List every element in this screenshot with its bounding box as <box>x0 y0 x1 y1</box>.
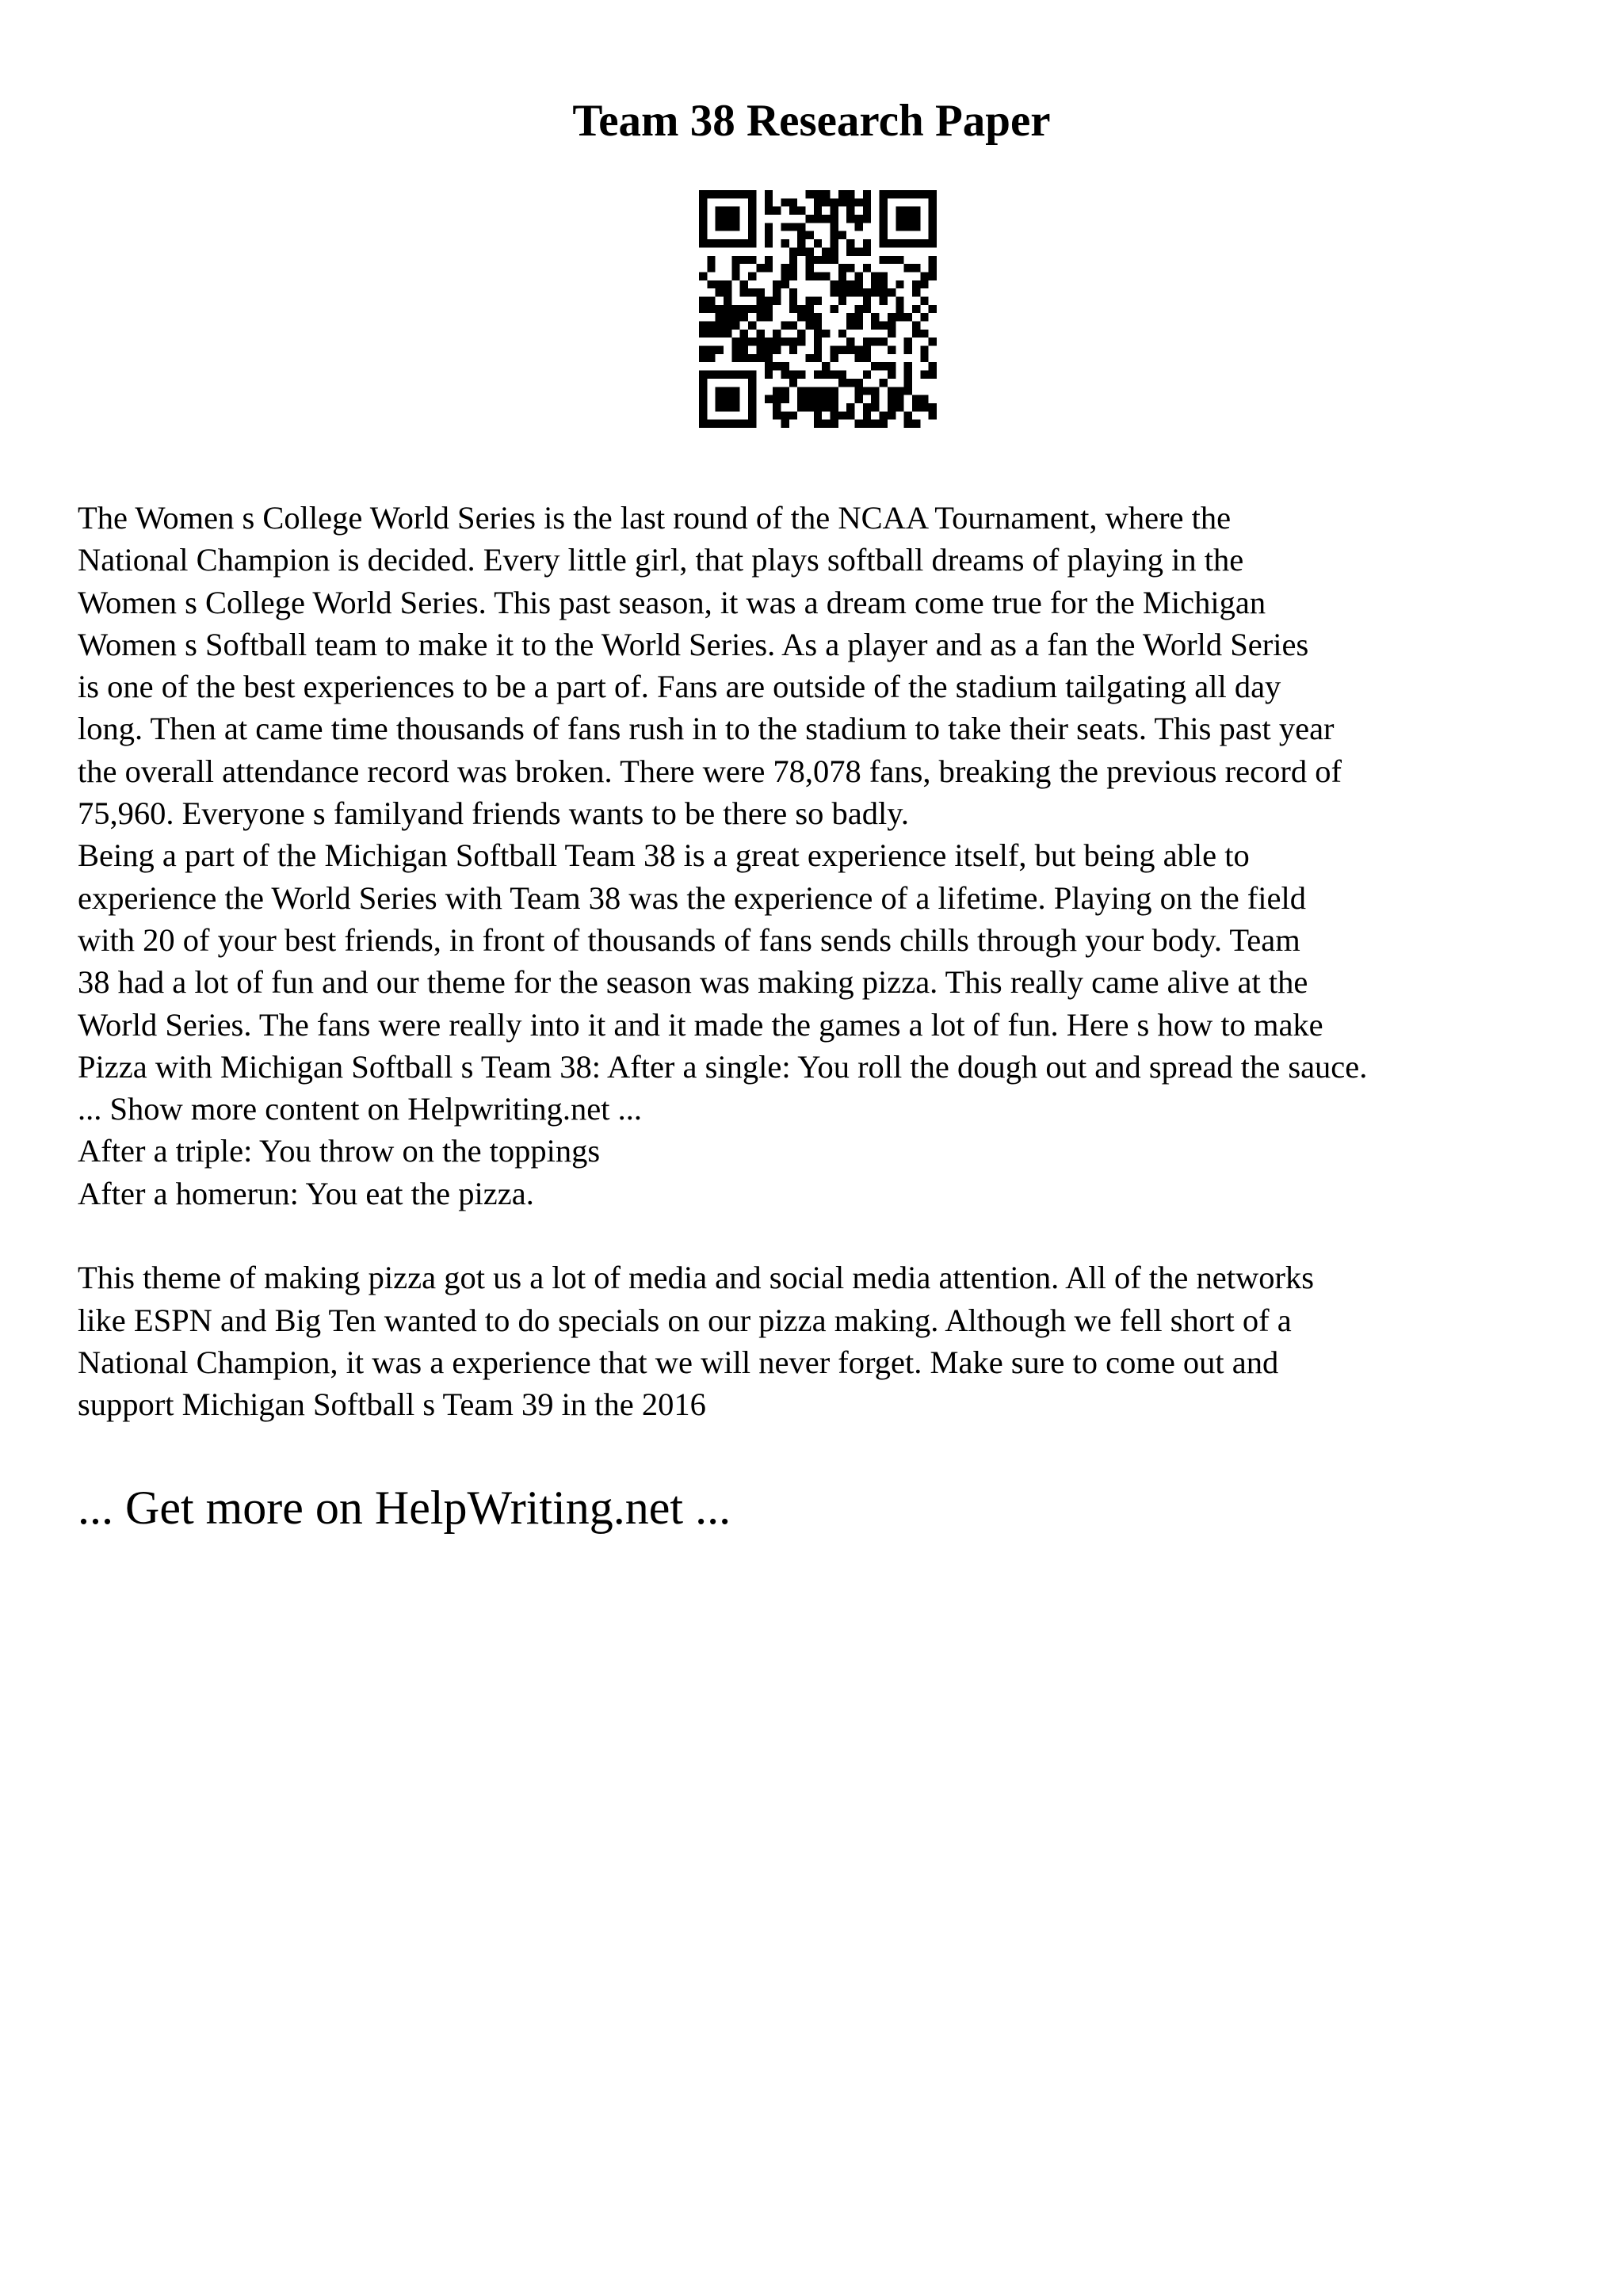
get-more-link[interactable]: ... Get more on HelpWriting.net ... <box>78 1482 731 1534</box>
list-item: After a triple: You throw on the toppings <box>78 1133 601 1169</box>
text-line: Pizza with Michigan Softball s Team 38: After a single: You roll the dough out and spread the sauce. <box>78 1048 1368 1085</box>
show-more-link[interactable]: ... Show more content on Helpwriting.net ... <box>78 1091 643 1127</box>
paragraph-2 <box>78 834 1568 1088</box>
text-line: National Champion is decided. Every little girl, that plays softball dreams of playing in the <box>78 542 1244 578</box>
text-line: The Women s College World Series is the last round of the NCAA Tournament, where the <box>78 500 1232 536</box>
text-line: Being a part of the Michigan Softball Team 38 is a great experience itself, but being able to <box>78 837 1250 874</box>
paragraph-spacer <box>78 1215 1568 1257</box>
text-line: support Michigan Softball s Team 39 in the 2016 <box>78 1386 706 1423</box>
text-line: 75,960. Everyone s familyand friends wants to be there so badly. <box>78 795 909 832</box>
text-line: Women s Softball team to make it to the World Series. As a player and as a fan the World Series <box>78 626 1309 662</box>
text-line: Women s College World Series. This past season, it was a dream come true for the Michigan <box>78 584 1266 620</box>
text-line: long. Then at came time thousands of fans rush in to the stadium to take their seats. This past year <box>78 711 1335 747</box>
qr-code-icon[interactable] <box>699 190 937 428</box>
pizza-steps-list <box>78 1130 1568 1215</box>
text-line: 38 had a lot of fun and our theme for the season was making pizza. This really came alive at the <box>78 964 1308 1001</box>
document-body <box>78 497 1568 1426</box>
text-line: This theme of making pizza got us a lot of media and social media attention. All of the networks <box>78 1260 1314 1296</box>
text-line: with 20 of your best friends, in front of thousands of fans sends chills through your body. Team <box>78 921 1300 958</box>
text-line: World Series. The fans were really into it and it made the games a lot of fun. Here s how to make <box>78 1006 1323 1043</box>
text-line: National Champion, it was a experience that we will never forget. Make sure to come out and <box>78 1344 1279 1380</box>
list-item: After a homerun: You eat the pizza. <box>78 1175 534 1211</box>
page-title: Team 38 Research Paper <box>572 96 1051 146</box>
paragraph-1 <box>78 497 1568 834</box>
paragraph-3 <box>78 1257 1568 1425</box>
text-line: like ESPN and Big Ten wanted to do specials on our pizza making. Although we fell short of a <box>78 1302 1292 1338</box>
text-line: experience the World Series with Team 38 was the experience of a lifetime. Playing on the field <box>78 879 1307 916</box>
text-line: the overall attendance record was broken. There were 78,078 fans, breaking the previous record of <box>78 753 1342 789</box>
text-line: is one of the best experiences to be a part of. Fans are outside of the stadium tailgating all day <box>78 669 1281 705</box>
